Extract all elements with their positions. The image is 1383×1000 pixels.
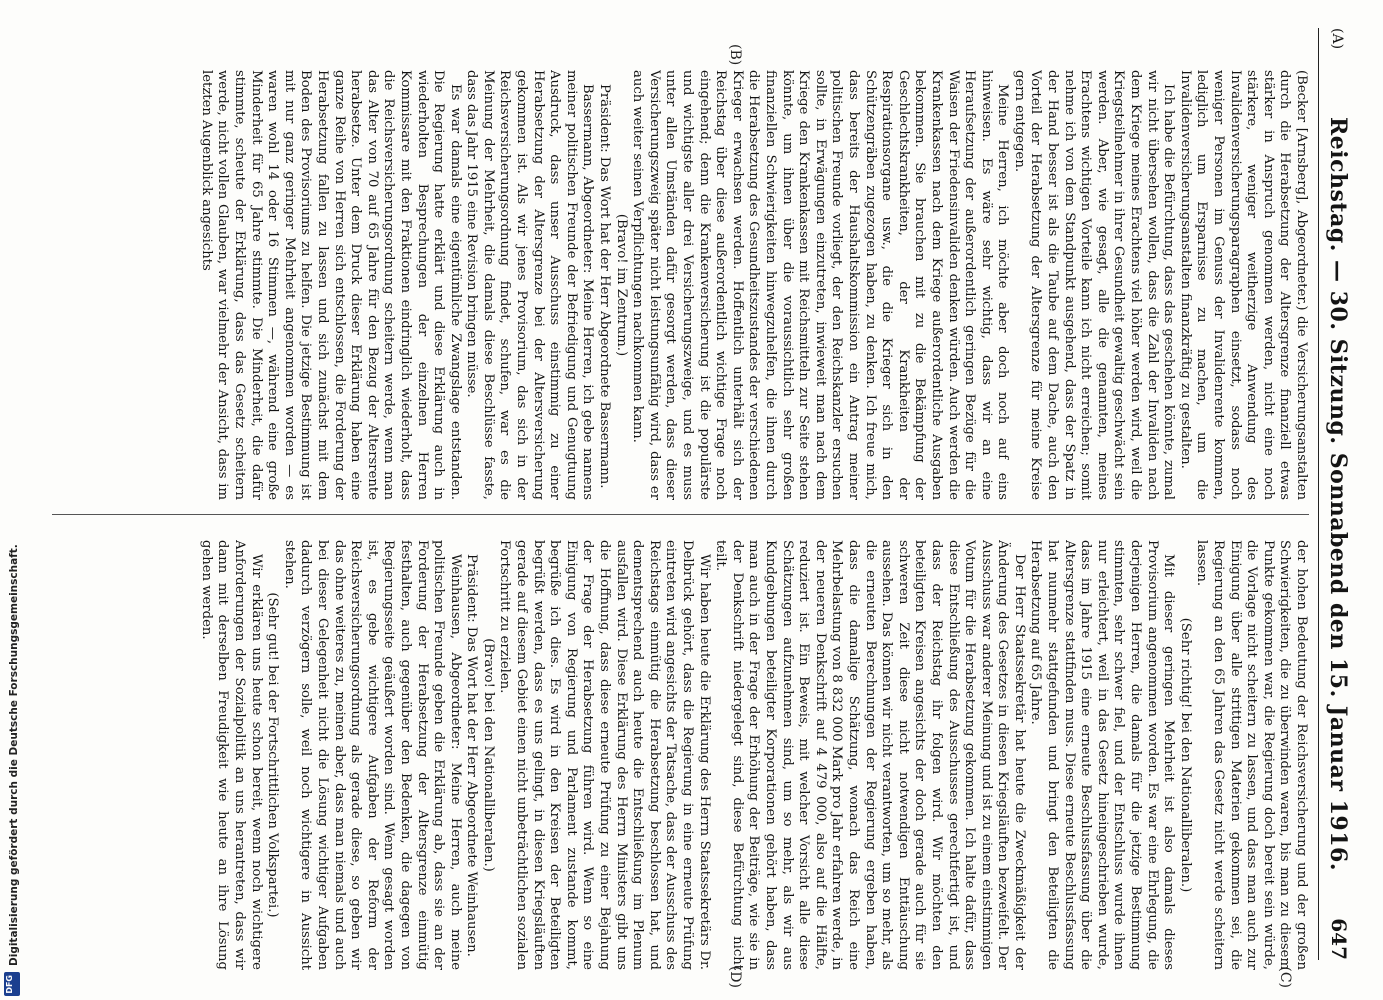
paragraph: Ich habe die Befürchtung, dass das geschehen könnte, zumal wir nicht übersehen wollen, dass die Zahl der Invaliden nach dem Kriege meines Erachtens viel höher werden wird, weil die Kriegsteilnehmer in ihrer Gesundheit gewaltig geschwächt sein werden. Aber, wie gesagt, alle die genannten, meines Erachtens wichtigen Vorteile kann ich nicht erreichen; somit nehme ich von dem Standpunkt ausgehend, dass der Spatz in der Hand besser ist als die Taube auf dem Dache, auch den Vorteil der Herabsetzung der Altersgrenze für meine Kreise gern entgegen. (1011, 70, 1177, 500)
page-header (1318, 28, 1353, 960)
dfg-logo-text: DFG (5, 975, 14, 994)
paragraph: Der Herr Staatssekretär hat heute die Zweckmäßigkeit der Änderung des Gesetzes in diesen Kriegsläuften bezweifelt. Der Ausschuss war anderer Meinung und ist zu einem einstimmigen Votum für die Herabsetzung gekommen. Ich halte dafür, dass diese Entschließung des Ausschusses gerechtfertigt ist, und dass der Reichstag ihr folgen wird. Wir möchten den beteiligten Kreisen angesichts der doch gerade auch für sie schweren Zeit diese nicht notwendigen Enttäuschung aussehen. Das können wir nicht verantworten, um so mehr, als die erneuten Berechnungen der Regierung ergeben haben, dass die damalige Schätzung, wonach das Reich eine Mehrbelastung von 8 832 000 Mark pro Jahr erfahren werde, in der neueren Denkschrift auf 4 479 000, also auf die Hälfte, reduziert ist. Ein Beweis, mit welcher Vorsicht alle diese Schätzungen aufzunehmen sind, um so mehr, als wir aus Kundgebungen beteiligter Korporationen gehört haben, dass man auch in der Frage der Erhöhung der Beiträge, wie sie in der Denkschrift niedergelegt sind, diese Befürchtung nicht teilt. (713, 540, 1027, 970)
reaction-note: (Sehr richtig! bei den Nationalliberalen.) (1177, 617, 1193, 893)
digitization-credit (6, 6, 26, 996)
left-column (52, 70, 1309, 500)
margin-marker-b: (B) (727, 44, 743, 66)
paragraph: Es war damals eine eigentümliche Zwangslage entstanden. Die Regierung hatte erklärt und diese Erklärung auch in wiederholten Besprechungen der einzelnen Herren Kommissare mit den Fraktionen eindringlich wiederholt, dass die Reichsversicherungsordnung scheitern werde, wenn man das Alter von 70 auf 65 Jahre für den Bezug der Altersrente herabsetze. Unter dem Druck dieser Erklärung haben eine ganze Reihe von Herren sich entschlossen, die Forderung der Herabsetzung fallen zu lassen und sich zunächst mit dem Boden des Provisoriums zu helfen. Die jetzige Bestimmung ist mit nur ganz geringer Mehrheit angenommen worden — es waren wohl 14 oder 16 Stimmen —, während eine große Minderheit für 65 Jahre stimmte. Die Minderheit, die dafür stimmte, scheute der Erklärung, dass das Gesetz scheitern werde, nicht vollen Glauben, war vielmehr der Ansicht, dass im letzten Augenblick angesichts (198, 70, 463, 500)
column-divider (52, 514, 1309, 515)
margin-marker-a: (A) (1329, 28, 1345, 50)
page-number: 647 (1327, 918, 1351, 960)
paragraph: (Becker [Arnsberg], Abgeordneter.) die Versicherungsanstalten durch die Herabsetzung der Altersgrenze finanziell etwas stärker in Anspruch genommen werden, nicht eine noch stärkere, weniger weitherzige Anwendung des Invalidenversicherungsparagraphen einsetzt, sodass noch weniger Personen im Genuss der Invalidenrente kommen, lediglich um Ersparnisse zu machen, um die Invalidenversicherungsanstalten finanzkräftig zu gestalten. (1177, 70, 1309, 500)
margin-marker-d: (D) (727, 965, 743, 988)
speaker-paragraph: Präsident: Das Wort hat der Herr Abgeordnete Weinhausen. (464, 554, 480, 957)
paragraph: Meine Herren, ich möchte aber doch noch auf eins hinweisen. Es wäre sehr wichtig, dass wir an eine Heraufsetzung der außerordentlich geringen Bezüge für die Waisen der Friedensinvaliden denken würden. Auch werden die Krankenkassen nach dem Kriege außerordentliche Ausgaben bekommen. Sie brauchen mit zu die Bekämpfung der Geschlechtskrankheiten, der Krankheiten der Respirationsorgane usw., die die Krieger sich in den Schützengräben zugezogen haben, zu denken. Ich freue mich, dass bereits der Haushaltskommission ein Antrag meiner politischen Freunde vorliegt, der den Reichskanzler ersuchen sollte, in Erwägungen einzutreten, inwieweit man nach dem Kriege den Krankenkassen mit Reichsmitteln zur Seite stehen könnte, um ihnen über die voraussichtlich sehr großen finanziellen Schwierigkeiten hinwegzuhelfen, die ihnen durch die Herabsetzung des Gesundheitszustandes der verschiedenen Krieger erwachsen werden. Hoffentlich unterhält sich der Reichstag über diese außerordentlich wichtige Frage noch eingehend; denn die Krankenversicherung ist die populärste und wichtigste aller drei Versicherungszweige, und es muss unter allen Umständen dafür gesorgt werden, dass dieser Versicherungszweig später nicht leistungsunfähig wird, dass er auch weiter seinen Verpflichtungen nachkommen kann. (630, 70, 1011, 500)
paragraph: Wir erklären uns heute schon bereit, wenn noch wichtigere Anforderungen der Sozialpolitik an uns herantreten, dass wir dann mit derselben Freudigkeit wie heute an ihre Lösung gehen werden. (198, 540, 264, 970)
paragraph: der hohen Bedeutung der Reichsversicherung und der großen Schwierigkeiten, die zu überwinden waren, bis man zu diesem Punkte gekommen war, die Regierung doch bereit sein würde, die Vorlage nicht scheitern zu lassen, und dass man auch zur Einigung über alle strittigen Materien gekommen sei, die Regierung an den 65 Jahren das Gesetz nicht werde scheitern lassen. (1194, 540, 1309, 970)
speaker-paragraph: Bassermann, Abgeordneter: Meine Herren, ich gebe namens meiner politischen Freunde der Befriedigung und Genugtuung Ausdruck, dass unser Ausschuss einstimmig zu einer Herabsetzung der Altersgrenze bei der Altersversicherung gekommen ist. Als wir jenes Provisorium, das sich in der Reichsversicherungsordnung findet, schufen, war es die Meinung der Mehrheit, die damals diese Beschlüsse fasste, dass das Jahr 1915 eine Revision bringen müsse. (464, 70, 596, 500)
credit-text: Digitalisierung gefördert durch die Deutsche Forschungsgemeinschaft. (8, 544, 20, 966)
paragraph: Wir haben heute die Erklärung des Herrn Staatssekretärs Dr. Delbrück gehört, dass die Regierung in eine erneute Prüfung eintreten wird angesichts der Tatsache, dass der Ausschuss des Reichstags einmütig die Herabsetzung beschlossen hat, und dementsprechend auch heute die Entschließung im Plenum ausfallen wird. Diese Erklärung des Herrn Ministers gibt uns die Hoffnung, dass diese erneute Prüfung zu einer Bejahung der Frage der Herabsetzung führen wird. Wenn so eine Einigung von Regierung und Parlament zustande kommt, begrüße ich dies. Es wird in den Kreisen der Beteiligten begrüßt werden, dass es uns gelingt, in diesen Kriegsläuften gerade auf diesem Gebiet einen nicht unbeträchtlichen sozialen Fortschritt zu erzielen. (497, 540, 712, 970)
dfg-logo (4, 972, 20, 996)
speaker-paragraph: Präsident: Das Wort hat der Herr Abgeordnete Bassermann. (597, 84, 613, 489)
margin-marker-c: (C) (1277, 966, 1293, 988)
right-column (52, 540, 1309, 970)
reaction-note: (Bravo! im Zentrum.) (613, 213, 629, 357)
reaction-note: (Sehr gut! bei der Fortschrittlichen Volkspartei.) (265, 592, 281, 918)
paragraph: Mit dieser geringen Mehrheit ist also damals dieses Provisorium angenommen worden. Es war eine Ehrlegung, die derjenigen Herren, die damals für die jetzige Bestimmung stimmten, sehr schwer fiel, und der Entschluss wurde ihnen nur erleichtert, weil in das Gesetz hineingeschrieben wurde, dass im Jahre 1915 eine erneute Beschlussfassung über die Altersgrenze stattfinden muss. Diese erneute Beschlussfassung hat nunmehr stattgefunden und bringt den Beteiligten die Herabsetzung auf 65 Jahre. (1028, 540, 1177, 970)
page-title: Reichstag. — 30. Sitzung. Sonnabend den 15. Januar 1916. (1325, 117, 1351, 871)
reaction-note: (Bravo! bei den Nationalliberalen.) (480, 638, 496, 872)
speaker-paragraph: Weinhausen, Abgeordneter: Meine Herren, auch meine politischen Freunde geben die Erklärung ab, dass sie an der Forderung der Herabsetzung der Altersgrenze einmütig festhalten, auch gegenüber den Bedenken, die dagegen von Regierungsseite geäußert worden sind. Wenn gesagt worden ist, es gebe wichtigere Aufgaben der Reform der Reichsversicherungsordnung als gerade diese, so geben wir das ohne weiteres zu, meinen aber, dass man niemals und auch bei dieser Gelegenheit nicht die Lösung wichtiger Aufgaben dadurch verzögern solle, weil noch wichtigere in Aussicht stehen. (281, 540, 463, 970)
